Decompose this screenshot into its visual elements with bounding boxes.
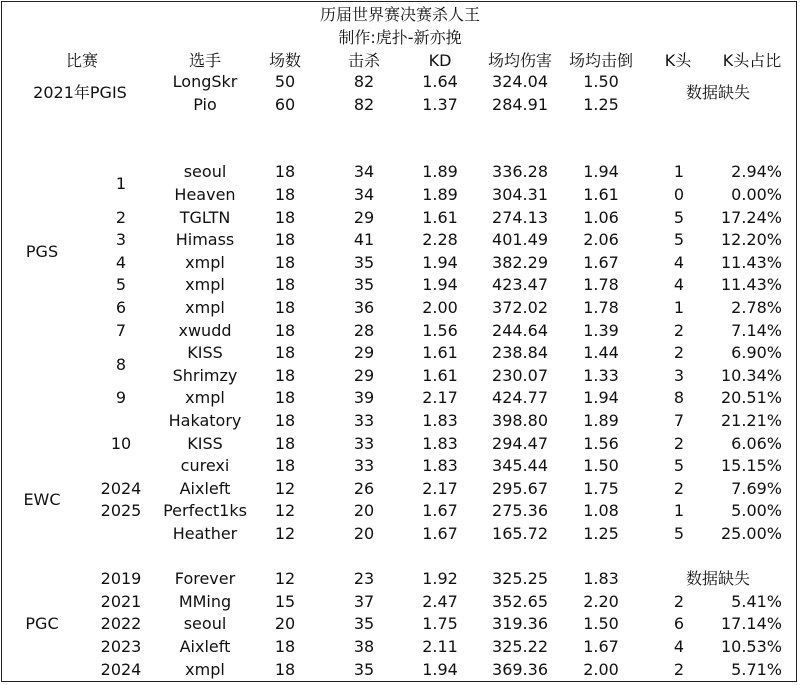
player-cell: xmpl [185,659,225,679]
headshot-rate-cell: 0.00% [731,185,782,204]
avg-knock-cell: 1.67 [583,637,619,656]
kills-cell: 33 [353,456,375,476]
subgroup-label: 2025 [100,501,142,521]
avg-knock-cell: 1.67 [583,252,619,272]
kills-cell: 33 [353,433,375,453]
games-cell: 18 [274,637,296,656]
header-headshots: K头 [664,51,692,70]
player-cell: MMing [178,591,232,611]
kd-cell: 1.83 [422,456,458,476]
kd-cell: 1.56 [422,320,458,340]
kills-cell: 38 [353,637,375,656]
headshots-cell: 4 [673,275,685,295]
games-cell: 18 [274,456,296,476]
kills-cell: 36 [353,298,375,317]
kd-cell: 1.89 [422,185,458,204]
player-cell: Aixleft [179,637,231,656]
avg-damage-cell: 324.04 [492,72,548,91]
player-cell: xmpl [185,252,225,272]
avg-damage-cell: 325.25 [492,569,548,589]
headshots-cell: 5 [673,456,685,476]
header-kills: 击杀 [347,51,381,70]
subgroup-label: 4 [115,252,127,272]
headshot-rate-cell: 17.24% [720,207,782,227]
avg-damage-cell: 345.44 [492,456,548,476]
subgroup-label: 2021 [100,591,142,611]
kd-cell: 1.94 [422,252,458,272]
player-cell: TGLTN [179,207,231,227]
avg-damage-cell: 325.22 [492,637,548,656]
kills-cell: 35 [353,659,375,679]
headshots-cell: 2 [673,320,685,340]
headshots-cell: 0 [673,185,685,204]
kills-cell: 34 [353,185,375,204]
player-cell: Himass [175,230,235,250]
subgroup-label: 1 [115,173,127,193]
kills-cell: 35 [353,252,375,272]
kills-cell: 20 [353,501,375,521]
headshots-cell: 1 [673,501,685,521]
kills-cell: 82 [353,94,375,114]
kills-cell: 41 [353,230,375,250]
kd-cell: 1.61 [422,365,458,385]
kd-cell: 1.67 [422,524,458,543]
kd-cell: 1.94 [422,659,458,679]
headshots-cell: 1 [673,162,685,182]
subgroup-label: 2024 [100,659,142,679]
kd-cell: 2.47 [422,591,458,611]
kills-cell: 26 [353,478,375,498]
player-cell: Perfect1ks [163,501,247,521]
group-label: PGS [25,241,59,261]
avg-knock-cell: 1.50 [583,456,619,476]
subgroup-label: 2022 [100,614,142,634]
headshots-cell: 2 [673,343,685,363]
avg-damage-cell: 165.72 [492,524,548,543]
avg-knock-cell: 1.25 [583,94,619,114]
avg-damage-cell: 369.36 [492,659,548,679]
header-avg-damage: 场均伤害 [487,51,553,70]
subgroup-label: 3 [115,230,127,250]
headshot-rate-cell: 10.53% [720,637,782,656]
headshot-rate-cell: 7.14% [731,320,782,340]
games-cell: 18 [274,185,296,204]
avg-knock-cell: 1.06 [583,207,619,227]
header-avg-knock: 场均击倒 [568,51,634,70]
headshot-rate-cell: 11.43% [720,252,782,272]
player-cell: seoul [183,614,227,634]
group-label: PGC [25,614,59,634]
subgroup-label: 5 [115,275,127,295]
avg-damage-cell: 284.91 [492,94,548,114]
avg-damage-cell: 304.31 [492,185,548,204]
player-cell: KISS [187,343,223,363]
headshots-cell: 7 [673,411,685,430]
avg-knock-cell: 1.83 [583,569,619,589]
player-cell: xmpl [185,388,225,408]
headshot-rate-cell: 15.15% [720,456,782,476]
subgroup-label: 9 [115,388,127,408]
avg-damage-cell: 336.28 [492,162,548,182]
subgroup-label: 2024 [100,478,142,498]
header-kd: KD [428,51,452,70]
avg-knock-cell: 1.94 [583,388,619,408]
avg-damage-cell: 230.07 [492,365,548,385]
games-cell: 60 [274,94,296,114]
games-cell: 20 [274,614,296,634]
avg-knock-cell: 2.06 [583,230,619,250]
games-cell: 18 [274,365,296,385]
subgroup-label: 2019 [100,569,142,589]
missing-data-note: 数据缺失 [685,569,751,589]
avg-damage-cell: 244.64 [492,320,548,340]
kd-cell: 1.94 [422,275,458,295]
headshot-rate-cell: 7.69% [731,478,782,498]
headshot-rate-cell: 10.34% [720,365,782,385]
kills-cell: 82 [353,72,375,91]
headshot-rate-cell: 5.00% [731,501,782,521]
kd-cell: 1.61 [422,343,458,363]
avg-knock-cell: 1.89 [583,411,619,430]
subgroup-label: 2023 [100,637,142,656]
games-cell: 12 [274,478,296,498]
kd-cell: 2.17 [422,478,458,498]
header-match: 比赛 [65,51,99,70]
avg-knock-cell: 1.33 [583,365,619,385]
headshots-cell: 8 [673,388,685,408]
avg-damage-cell: 423.47 [492,275,548,295]
avg-damage-cell: 398.80 [492,411,548,430]
avg-damage-cell: 275.36 [492,501,548,521]
kills-cell: 39 [353,388,375,408]
kd-cell: 2.28 [422,230,458,250]
player-cell: Shrimzy [172,365,238,385]
avg-knock-cell: 1.44 [583,343,619,363]
avg-knock-cell: 1.39 [583,320,619,340]
avg-knock-cell: 2.20 [583,591,619,611]
headshot-rate-cell: 5.71% [731,659,782,679]
avg-knock-cell: 1.78 [583,275,619,295]
missing-data-note: 数据缺失 [685,83,751,103]
headshot-rate-cell: 20.51% [720,388,782,408]
avg-knock-cell: 2.00 [583,659,619,679]
games-cell: 18 [274,207,296,227]
games-cell: 18 [274,320,296,340]
headshot-rate-cell: 25.00% [720,524,782,543]
kd-cell: 1.67 [422,501,458,521]
headshot-rate-cell: 17.14% [720,614,782,634]
player-cell: xmpl [185,275,225,295]
kills-cell: 29 [353,343,375,363]
header-games: 场数 [268,51,302,70]
kills-cell: 29 [353,365,375,385]
headshots-cell: 5 [673,207,685,227]
subgroup-label: 8 [115,354,127,374]
player-cell: KISS [187,433,223,453]
games-cell: 18 [274,230,296,250]
player-cell: Hakatory [168,411,242,430]
avg-damage-cell: 401.49 [492,230,548,250]
subgroup-label: 7 [115,320,127,340]
kills-cell: 33 [353,411,375,430]
sheet-subtitle: 制作:虎扑-新亦挽 [338,28,462,47]
avg-damage-cell: 274.13 [492,207,548,227]
avg-knock-cell: 1.75 [583,478,619,498]
kills-cell: 35 [353,614,375,634]
games-cell: 18 [274,659,296,679]
kills-cell: 20 [353,524,375,543]
avg-damage-cell: 295.67 [492,478,548,498]
games-cell: 18 [274,298,296,317]
kd-cell: 1.89 [422,162,458,182]
player-cell: xwudd [178,320,232,340]
games-cell: 18 [274,343,296,363]
kd-cell: 1.83 [422,433,458,453]
headshots-cell: 4 [673,252,685,272]
avg-knock-cell: 1.50 [583,614,619,634]
group-label: 2021年PGIS [33,83,127,103]
avg-damage-cell: 352.65 [492,591,548,611]
headshots-cell: 2 [673,659,685,679]
headshots-cell: 2 [673,591,685,611]
player-cell: LongSkr [172,72,238,91]
avg-knock-cell: 1.61 [583,185,619,204]
player-cell: seoul [183,162,227,182]
kd-cell: 1.61 [422,207,458,227]
headshot-rate-cell: 21.21% [720,411,782,430]
kills-cell: 28 [353,320,375,340]
kd-cell: 1.83 [422,411,458,430]
player-cell: xmpl [185,298,225,317]
avg-knock-cell: 1.08 [583,501,619,521]
headshots-cell: 3 [673,365,685,385]
games-cell: 18 [274,411,296,430]
player-cell: Heaven [174,185,236,204]
kd-cell: 1.37 [422,94,458,114]
games-cell: 12 [274,569,296,589]
games-cell: 12 [274,501,296,521]
header-player: 选手 [188,51,222,70]
kills-cell: 35 [353,275,375,295]
player-cell: Forever [174,569,236,589]
headshots-cell: 6 [673,614,685,634]
headshots-cell: 2 [673,478,685,498]
subgroup-label: 10 [110,433,132,453]
kd-cell: 2.17 [422,388,458,408]
kills-cell: 37 [353,591,375,611]
avg-damage-cell: 382.29 [492,252,548,272]
kd-cell: 1.75 [422,614,458,634]
headshot-rate-cell: 11.43% [720,275,782,295]
subgroup-label: 2 [115,207,127,227]
avg-knock-cell: 1.94 [583,162,619,182]
avg-damage-cell: 294.47 [492,433,548,453]
kd-cell: 2.00 [422,298,458,317]
avg-damage-cell: 319.36 [492,614,548,634]
games-cell: 18 [274,433,296,453]
kills-cell: 29 [353,207,375,227]
player-cell: Aixleft [179,478,231,498]
games-cell: 15 [274,591,296,611]
player-cell: curexi [180,456,230,476]
header-headshot-rate: K头占比 [722,51,782,70]
avg-damage-cell: 238.84 [492,343,548,363]
games-cell: 50 [274,72,296,91]
kd-cell: 1.64 [422,72,458,91]
games-cell: 18 [274,252,296,272]
player-cell: Pio [193,94,217,114]
subgroup-label: 6 [115,298,127,317]
headshots-cell: 2 [673,433,685,453]
games-cell: 18 [274,275,296,295]
kills-cell: 34 [353,162,375,182]
avg-damage-cell: 424.77 [492,388,548,408]
games-cell: 12 [274,524,296,543]
headshots-cell: 1 [673,298,685,317]
avg-knock-cell: 1.78 [583,298,619,317]
avg-knock-cell: 1.50 [583,72,619,91]
avg-knock-cell: 1.56 [583,433,619,453]
games-cell: 18 [274,388,296,408]
group-label: EWC [23,490,61,510]
kills-cell: 23 [353,569,375,589]
headshot-rate-cell: 6.06% [731,433,782,453]
headshot-rate-cell: 2.78% [731,298,782,317]
games-cell: 18 [274,162,296,182]
headshot-rate-cell: 5.41% [731,591,782,611]
kd-cell: 2.11 [422,637,458,656]
headshot-rate-cell: 12.20% [720,230,782,250]
kd-cell: 1.92 [422,569,458,589]
sheet-title: 历届世界赛决赛杀人王 [319,5,481,24]
headshot-rate-cell: 6.90% [731,343,782,363]
headshots-cell: 5 [673,524,685,543]
avg-knock-cell: 1.25 [583,524,619,543]
headshot-rate-cell: 2.94% [731,162,782,182]
headshots-cell: 5 [673,230,685,250]
avg-damage-cell: 372.02 [492,298,548,317]
player-cell: Heather [172,524,238,543]
headshots-cell: 4 [673,637,685,656]
